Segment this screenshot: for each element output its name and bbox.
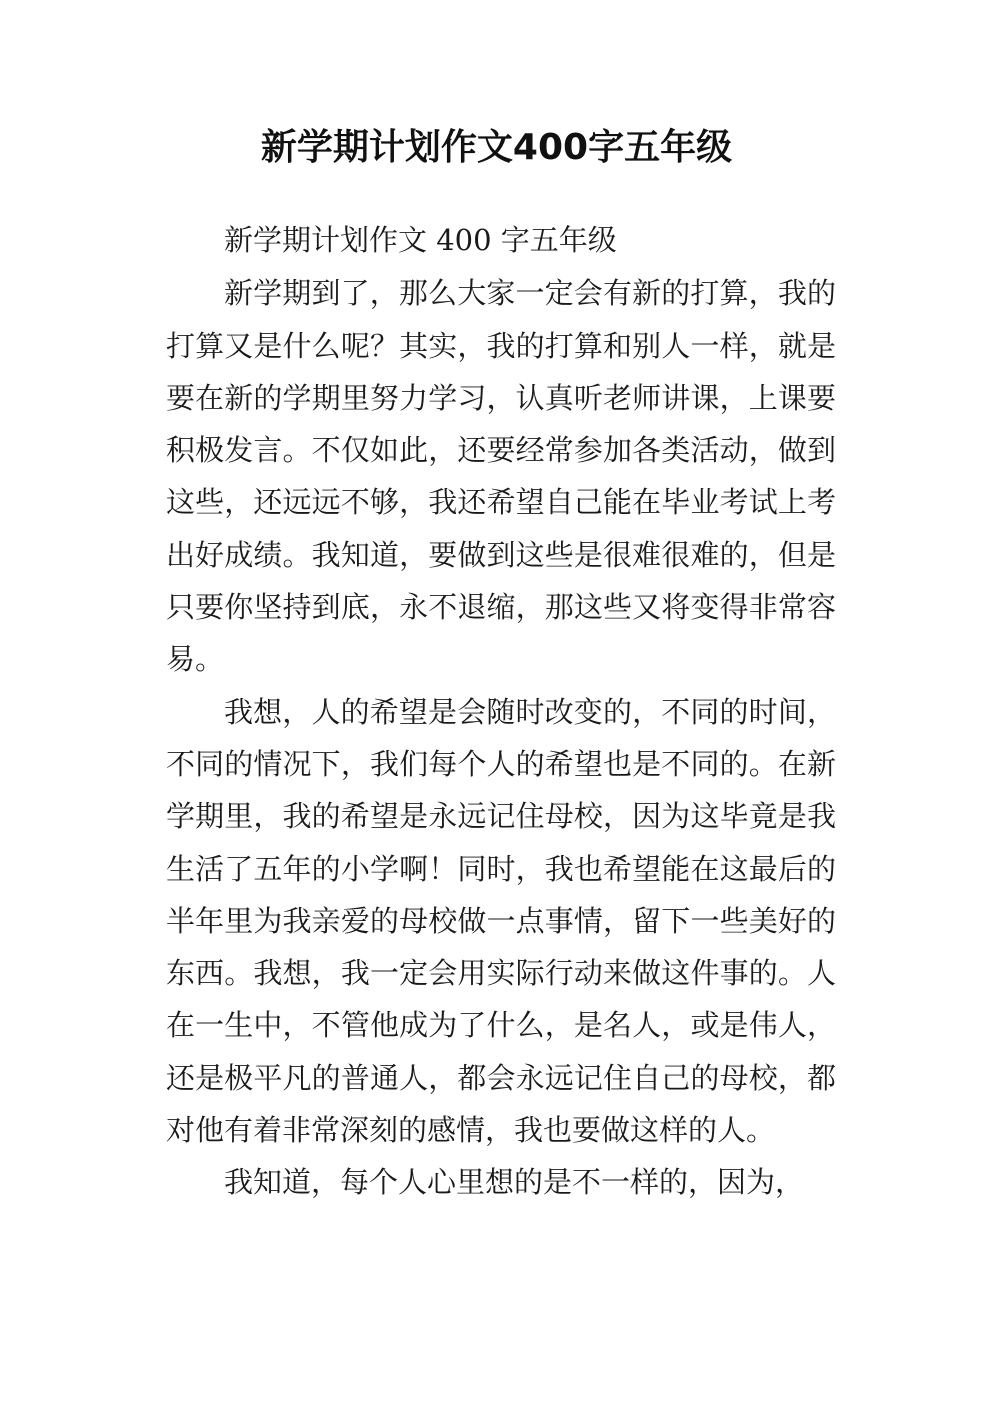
document-body (166, 214, 836, 1209)
paragraph-3: 我知道，每个人心里想的是不一样的，因为， (224, 1165, 805, 1200)
document-subheading: 新学期计划作文 400 字五年级 (224, 223, 617, 257)
document-title: 新学期计划作文400字五年级 (260, 127, 733, 168)
paragraph-1: 新学期到了，那么大家一定会有新的打算，我的打算又是什么呢？其实，我的打算和别人一样，就是要在新的学期里努力学习，认真听老师讲课，上课要积极发言。不仅如此，还要经常参加各类活动，做到这些，还远远不够，我还希望自己能在毕业考试上考出好成绩。我知道，要做到这些是很难很难的，但是只要你坚持到底，永不退缩，那这些又将变得非常容易。 (166, 276, 836, 677)
paragraph-2: 我想，人的希望是会随时改变的，不同的时间，不同的情况下，我们每个人的希望也是不同的。在新学期里，我的希望是永远记住母校，因为这毕竟是我生活了五年的小学啊！同时，我也希望能在这最后的半年里为我亲爱的母校做一点事情，留下一些美好的东西。我想，我一定会用实际行动来做这件事的。人在一生中，不管他成为了什么，是名人，或是伟人，还是极平凡的普通人，都会永远记住自己的母校，都对他有着非常深刻的感情，我也要做这样的人。 (166, 694, 836, 1148)
